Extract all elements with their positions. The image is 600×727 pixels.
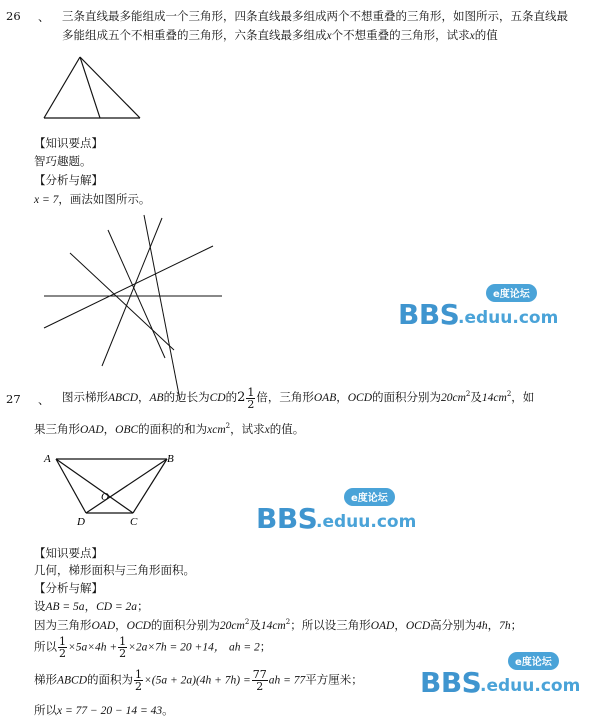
s4-abcd: ABCD — [57, 674, 88, 687]
s1b: AB = 5a — [45, 601, 85, 613]
s1d: CD = 2a — [96, 601, 138, 613]
q26-var-x2: x — [469, 30, 475, 42]
s4-frac1 — [134, 669, 143, 692]
q27-solution-line2 — [34, 618, 522, 633]
s3-f1n: 1 — [59, 635, 66, 648]
q26-knowledge-title: 【知识要点】 — [34, 136, 103, 150]
s2g: 高分别为 — [430, 618, 477, 632]
q27-analysis-title: 【分析与解】 — [34, 581, 103, 595]
s2-area1: 20cm — [219, 620, 245, 632]
q27-l1i: ，如 — [511, 390, 535, 404]
q27-solution-line4 — [34, 669, 363, 692]
s2-oad2: OAD — [370, 620, 395, 632]
s1a: 设 — [34, 599, 46, 613]
s4-t2: ah = 77 — [268, 674, 306, 687]
q26-answer-text: ，画法如图所示。 — [58, 192, 151, 206]
fig-label-d: D — [77, 516, 85, 528]
s3-frac1 — [58, 636, 67, 659]
q27-l2a: 果三角形 — [34, 422, 80, 436]
s4b: 的面积为 — [87, 672, 134, 687]
q27-solution-line3 — [34, 636, 271, 659]
q27-sq3: 2 — [225, 422, 231, 430]
watermark-logo-2 — [256, 488, 417, 538]
s4-frac2 — [252, 669, 268, 692]
s4-t1: ×(5a + 2a)(4h + 7h) = — [144, 674, 251, 687]
s2-area2: 14cm — [260, 620, 286, 632]
q27-l1d: 的 — [225, 390, 238, 404]
q27-l1g: 的面积分别为 — [372, 390, 441, 404]
s3-f1d: 2 — [59, 647, 66, 660]
q27-l2e: 的值。 — [269, 422, 305, 436]
watermark-bbs-1: BBS — [398, 298, 460, 331]
q27-knowledge-body: 几何，梯形面积与三角形面积。 — [34, 563, 195, 577]
q27-l1a: 图示梯形 — [62, 390, 108, 404]
watermark-badge-3: e度论坛 — [508, 652, 559, 670]
fig-label-c: C — [130, 516, 138, 528]
s3-t3: ah = 2 — [228, 641, 260, 654]
q26-separator: 、 — [38, 10, 50, 24]
q27-l1f: ， — [336, 390, 348, 404]
s3-t4: ； — [259, 639, 272, 654]
s4a: 梯形 — [34, 672, 57, 687]
watermark-bbs-2: BBS — [256, 502, 318, 535]
q27-number: 27 — [6, 392, 21, 406]
s5-t: x = 77 − 20 − 14 = 43 — [57, 705, 163, 717]
q27-mixed-den: 2 — [247, 397, 255, 411]
q27-ocd: OCD — [347, 392, 372, 404]
s2e: ；所以设三角形 — [290, 618, 371, 632]
s3-f2d: 2 — [119, 647, 127, 660]
s1c: ， — [84, 599, 97, 613]
q27-separator: 、 — [38, 393, 50, 407]
q27-area1: 20cm — [441, 392, 466, 404]
watermark-logo-3 — [420, 652, 581, 702]
q27-l2b: ， — [103, 422, 116, 436]
s2-oad: OAD — [91, 620, 116, 632]
q26-number: 26 — [6, 9, 21, 23]
watermark-edu-3: .eduu.com — [480, 676, 581, 696]
s4-t3: 平方厘米； — [305, 672, 363, 687]
s2d: 及 — [249, 618, 261, 632]
s2b: ， — [115, 618, 127, 632]
s2-h1: 4h — [476, 620, 488, 632]
s4-f2n: 77 — [252, 668, 267, 681]
q26-text-line1: 三条直线最多能组成一个三角形，四条直线最多组成两个不想重叠的三角形，如图所示，五条直线最 — [62, 9, 568, 23]
q27-sq1: 2 — [465, 390, 471, 398]
s2f: ， — [394, 618, 406, 632]
q27-xcm: xcm — [207, 424, 226, 436]
q27-l2x: x — [264, 424, 270, 436]
s4-f2d: 2 — [256, 680, 264, 693]
s2a: 因为三角形 — [34, 618, 92, 632]
q26-knowledge-body: 智巧趣题。 — [34, 154, 92, 168]
q26-var-x: x — [326, 30, 332, 42]
s3-f2n: 1 — [119, 635, 127, 648]
s3-frac2 — [118, 636, 127, 659]
watermark-bbs-3: BBS — [420, 666, 482, 699]
s3-t1: ×5a×4h + — [68, 641, 118, 654]
q27-oab: OAB — [313, 392, 337, 404]
s2-ocd2: OCD — [405, 620, 431, 632]
q27-cd: CD — [209, 392, 226, 404]
watermark-edu-2: .eduu.com — [316, 512, 417, 532]
q26-analysis-title: 【分析与解】 — [34, 173, 103, 187]
fig-label-o: O — [101, 491, 109, 503]
watermark-badge-1: e度论坛 — [486, 284, 537, 302]
q27-solution-line5 — [34, 703, 174, 718]
s2-sq2: 2 — [285, 618, 291, 626]
s2-ocd: OCD — [126, 620, 151, 632]
fig-label-b: B — [167, 453, 174, 465]
watermark-badge-2: e度论坛 — [344, 488, 395, 506]
q27-ab: AB — [149, 392, 164, 404]
s3a: 所以 — [34, 639, 57, 654]
q27-l1b: ， — [138, 390, 150, 404]
s2c: 的面积分别为 — [150, 618, 220, 632]
q27-l2d: ，试求 — [230, 422, 265, 436]
q26-answer-eq: x = 7 — [34, 194, 59, 206]
fig-label-a: A — [44, 453, 51, 465]
q27-area2: 14cm — [481, 392, 507, 404]
q27-mixed-whole: 2 — [237, 390, 246, 405]
q27-sq2: 2 — [506, 390, 512, 398]
s3-t2: ×2a×7h = 20 +14， — [128, 641, 226, 654]
q27-knowledge-title: 【知识要点】 — [34, 546, 103, 560]
q27-mixed-num: 1 — [247, 385, 255, 399]
s1e: ； — [137, 599, 149, 613]
q27-solution-line1 — [34, 599, 149, 614]
q27-l2c: 的面积的和为 — [138, 422, 208, 436]
s5b: 。 — [162, 703, 174, 717]
q26-text-line2b: 个不想重叠的三角形，试求 — [331, 28, 470, 42]
q27-oad: OAD — [80, 424, 104, 436]
s2-h2: 7h — [499, 620, 511, 632]
s4-fd: 2 — [135, 680, 143, 693]
q27-obc: OBC — [115, 424, 139, 436]
s5a: 所以 — [34, 703, 57, 717]
q27-abcd: ABCD — [108, 392, 139, 404]
s2i: ； — [510, 618, 523, 632]
s4-fn: 1 — [135, 668, 143, 681]
q26-text-line2a: 多能组成五个不相重叠的三角形，六条直线最多组成 — [62, 28, 327, 42]
watermark-edu-1: .eduu.com — [458, 308, 559, 328]
q27-l1c: 的边长为 — [163, 390, 210, 404]
q26-text-line2c: 的值 — [474, 28, 498, 42]
q27-l1h: 及 — [470, 390, 482, 404]
q27-l1e: 倍，三角形 — [256, 390, 314, 404]
s2h: ， — [487, 618, 500, 632]
watermark-logo-1 — [398, 284, 559, 334]
s2-sq1: 2 — [244, 618, 250, 626]
